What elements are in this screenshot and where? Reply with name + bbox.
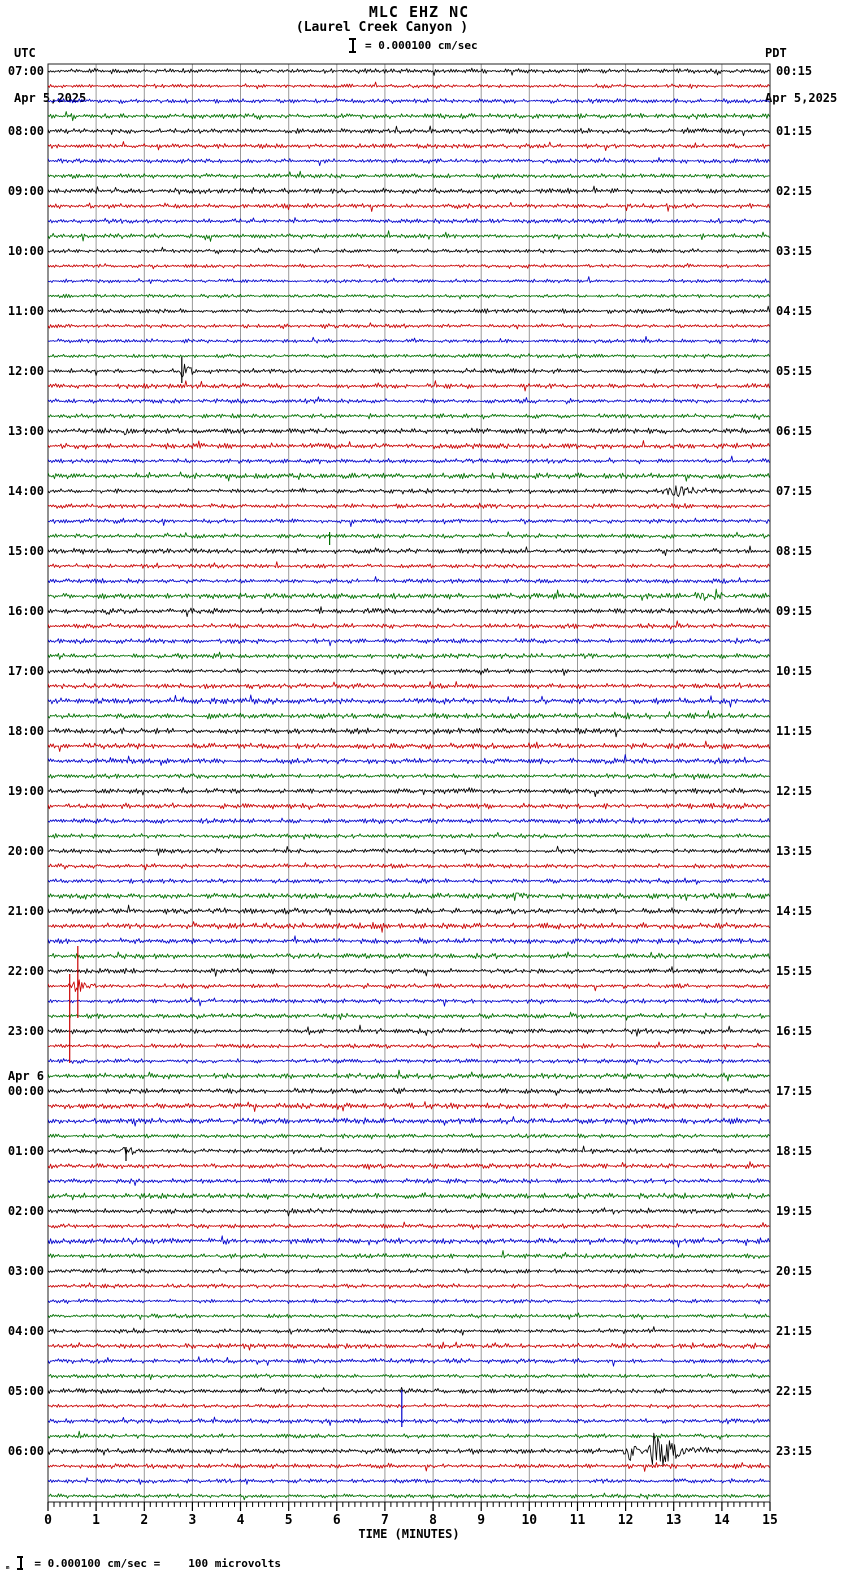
- pdt-row-label: 04:15: [776, 304, 813, 318]
- trace-row-5: [48, 142, 770, 151]
- pdt-row-label: 08:15: [776, 544, 813, 558]
- trace-row-46: [48, 755, 770, 766]
- trace-row-44: [48, 728, 770, 737]
- scale-label: = 0.000100 cm/sec: [365, 39, 478, 52]
- axis-tick-label: 14: [714, 1513, 730, 1528]
- trace-row-56: [48, 905, 770, 915]
- pdt-row-label: 12:15: [776, 784, 813, 798]
- trace-row-86: [48, 1357, 770, 1367]
- trace-row-3: [48, 112, 770, 121]
- pdt-row-label: 11:15: [776, 724, 813, 738]
- trace-row-54: [48, 878, 770, 884]
- footer-scale-note: [5, 1556, 281, 1570]
- utc-row-label: 02:00: [7, 1204, 44, 1218]
- trace-layer: [48, 68, 770, 1500]
- utc-row-label: 06:00: [7, 1444, 44, 1458]
- trace-row-57: [48, 922, 770, 933]
- trace-row-67: [48, 1070, 770, 1081]
- trace-row-31: [48, 532, 770, 539]
- footer-ibeam-icon: [16, 1556, 24, 1570]
- trace-row-94: [48, 1478, 770, 1485]
- trace-row-66: [48, 1059, 770, 1065]
- trace-row-93: [48, 1463, 770, 1472]
- trace-row-30: [48, 518, 770, 527]
- trace-row-20: [48, 364, 770, 377]
- trace-row-60: [48, 967, 770, 977]
- trace-row-79: [48, 1251, 770, 1259]
- trace-row-42: [48, 695, 770, 707]
- utc-row-label: 07:00: [7, 64, 44, 78]
- trace-row-59: [48, 952, 770, 959]
- utc-row-label: 08:00: [7, 124, 44, 138]
- trace-row-87: [48, 1374, 770, 1380]
- axis-tick-label: 2: [140, 1513, 149, 1528]
- trace-row-58: [48, 936, 770, 944]
- utc-row-label: 21:00: [7, 904, 44, 918]
- trace-row-41: [48, 682, 770, 689]
- trace-row-8: [48, 186, 770, 194]
- trace-row-91: [48, 1431, 770, 1439]
- pdt-row-label: 10:15: [776, 664, 813, 678]
- pdt-row-label: 18:15: [776, 1144, 813, 1158]
- utc-row-label: 03:00: [7, 1264, 44, 1278]
- trace-row-17: [48, 323, 770, 329]
- trace-row-74: [48, 1179, 770, 1186]
- utc-row-label: 16:00: [7, 604, 44, 618]
- trace-row-37: [48, 621, 770, 629]
- axis-tick-label: 7: [380, 1513, 389, 1528]
- axis-tick-label: 13: [665, 1513, 682, 1528]
- utc-row-label: 22:00: [7, 964, 44, 978]
- trace-row-6: [48, 158, 770, 166]
- utc-row-label: 05:00: [7, 1384, 44, 1398]
- trace-row-25: [48, 441, 770, 450]
- trace-row-61: [48, 980, 770, 992]
- trace-row-53: [48, 863, 770, 870]
- trace-row-15: [48, 294, 770, 299]
- trace-row-77: [48, 1222, 770, 1229]
- trace-row-13: [48, 263, 770, 268]
- pdt-row-label: 23:15: [776, 1444, 813, 1458]
- trace-row-92: [48, 1433, 770, 1465]
- pdt-row-label: 20:15: [776, 1264, 813, 1278]
- trace-row-21: [48, 381, 770, 391]
- trace-row-33: [48, 562, 770, 569]
- trace-row-11: [48, 231, 770, 242]
- pdt-row-label: 16:15: [776, 1024, 813, 1038]
- pdt-row-label: 00:15: [776, 64, 813, 78]
- trace-row-49: [48, 803, 770, 810]
- trace-row-48: [48, 788, 770, 797]
- station-subtitle: (Laurel Creek Canyon ): [295, 20, 469, 35]
- footer-volts-text: 100 microvolts: [188, 1556, 281, 1570]
- utc-row-label: 10:00: [7, 244, 44, 258]
- trace-row-63: [48, 1012, 770, 1020]
- trace-row-45: [48, 741, 770, 751]
- trace-row-51: [48, 832, 770, 839]
- axis-tick-label: 11: [569, 1513, 586, 1528]
- trace-row-83: [48, 1313, 770, 1320]
- trace-row-32: [48, 546, 770, 556]
- trace-row-14: [48, 277, 770, 284]
- trace-row-95: [48, 1493, 770, 1500]
- trace-row-69: [48, 1102, 770, 1112]
- trace-row-19: [48, 354, 770, 359]
- trace-row-68: [48, 1088, 770, 1095]
- pdt-row-label: 05:15: [776, 364, 813, 378]
- trace-row-80: [48, 1269, 770, 1274]
- pdt-row-label: 22:15: [776, 1384, 813, 1398]
- trace-row-28: [48, 486, 770, 497]
- pdt-row-label: 14:15: [776, 904, 813, 918]
- axis-tick-label: 4: [236, 1513, 245, 1528]
- trace-row-76: [48, 1208, 770, 1216]
- trace-row-10: [48, 218, 770, 224]
- trace-row-88: [48, 1387, 770, 1393]
- trace-row-90: [48, 1417, 770, 1425]
- pdt-date-label: Apr 5,2025: [765, 91, 838, 105]
- trace-row-85: [48, 1342, 770, 1350]
- pdt-row-label: 07:15: [776, 484, 813, 498]
- utc-row-label: 19:00: [7, 784, 44, 798]
- trace-row-22: [48, 397, 770, 404]
- pdt-row-label: 06:15: [776, 424, 813, 438]
- axis-tick-label: 5: [284, 1513, 293, 1528]
- utc-row-label: 17:00: [7, 664, 44, 678]
- trace-row-84: [48, 1327, 770, 1336]
- utc-row-label: 14:00: [7, 484, 44, 498]
- pdt-row-label: 13:15: [776, 844, 813, 858]
- trace-row-27: [48, 472, 770, 481]
- trace-row-71: [48, 1134, 770, 1139]
- utc-row-label: 01:00: [7, 1144, 44, 1158]
- trace-row-1: [48, 82, 770, 89]
- trace-row-72: [48, 1146, 770, 1155]
- trace-row-78: [48, 1236, 770, 1247]
- pdt-row-label: 21:15: [776, 1324, 813, 1338]
- utc-row-label: 15:00: [7, 544, 44, 558]
- trace-row-16: [48, 306, 770, 314]
- axis-tick-label: 15: [762, 1513, 778, 1528]
- trace-row-39: [48, 652, 770, 659]
- trace-row-40: [48, 669, 770, 676]
- time-axis-title: TIME (MINUTES): [358, 1527, 460, 1541]
- trace-row-35: [48, 589, 770, 600]
- pdt-row-label: 09:15: [776, 604, 813, 618]
- trace-row-36: [48, 607, 770, 617]
- trace-row-12: [48, 247, 770, 254]
- pdt-row-label: 19:15: [776, 1204, 813, 1218]
- utc-row-label: 18:00: [7, 724, 44, 738]
- trace-row-4: [48, 126, 770, 136]
- trace-row-73: [48, 1162, 770, 1170]
- trace-row-2: [48, 98, 770, 103]
- utc-date-label: Apr 5,2025: [14, 91, 87, 105]
- utc-row-label: 20:00: [7, 844, 44, 858]
- trace-row-50: [48, 818, 770, 824]
- utc-row-label: 09:00: [7, 184, 44, 198]
- squiggle-icon: ₘ: [5, 1562, 11, 1572]
- trace-row-24: [48, 428, 770, 435]
- axis-tick-label: 3: [188, 1513, 197, 1528]
- utc-row-label: 11:00: [7, 304, 44, 318]
- trace-row-26: [48, 456, 770, 464]
- utc-row-label: 12:00: [7, 364, 44, 378]
- trace-row-0: [48, 68, 770, 75]
- pdt-row-label: 03:15: [776, 244, 813, 258]
- axis-tick-label: 10: [521, 1513, 538, 1528]
- trace-row-34: [48, 577, 770, 584]
- trace-row-43: [48, 711, 770, 719]
- utc-timezone-label: UTC: [14, 46, 36, 60]
- trace-row-18: [48, 336, 770, 343]
- trace-row-38: [48, 638, 770, 646]
- pdt-row-label: 02:15: [776, 184, 813, 198]
- axis-tick-label: 9: [477, 1513, 486, 1528]
- day-break-label: Apr 6: [7, 1069, 44, 1083]
- trace-row-65: [48, 1042, 770, 1049]
- pdt-row-label: 01:15: [776, 124, 813, 138]
- trace-row-62: [48, 997, 770, 1006]
- utc-row-label: 13:00: [7, 424, 44, 438]
- time-axis: [44, 1502, 778, 1541]
- utc-row-label: 23:00: [7, 1024, 44, 1038]
- axis-tick-label: 1: [92, 1513, 101, 1528]
- axis-tick-label: 6: [332, 1513, 341, 1528]
- trace-row-75: [48, 1193, 770, 1200]
- axis-tick-label: 12: [617, 1513, 634, 1528]
- station-title: MLC EHZ NC: [368, 3, 470, 21]
- utc-row-label: 04:00: [7, 1324, 44, 1338]
- pdt-timezone-label: PDT: [765, 46, 787, 60]
- trace-row-89: [48, 1404, 770, 1409]
- trace-row-23: [48, 414, 770, 420]
- trace-row-64: [48, 1025, 770, 1036]
- utc-row-label: 00:00: [7, 1084, 44, 1098]
- trace-row-9: [48, 202, 770, 211]
- trace-row-81: [48, 1283, 770, 1289]
- trace-row-82: [48, 1299, 770, 1304]
- trace-row-52: [48, 846, 770, 855]
- pdt-row-label: 17:15: [776, 1084, 813, 1098]
- trace-row-7: [48, 171, 770, 179]
- pdt-row-label: 15:15: [776, 964, 813, 978]
- axis-tick-label: 0: [44, 1513, 52, 1528]
- trace-row-70: [48, 1117, 770, 1127]
- trace-row-47: [48, 774, 770, 780]
- trace-row-29: [48, 503, 770, 509]
- trace-row-55: [48, 893, 770, 901]
- axis-tick-label: 8: [429, 1513, 438, 1528]
- footer-scale-text: = 0.000100 cm/sec =: [34, 1556, 161, 1570]
